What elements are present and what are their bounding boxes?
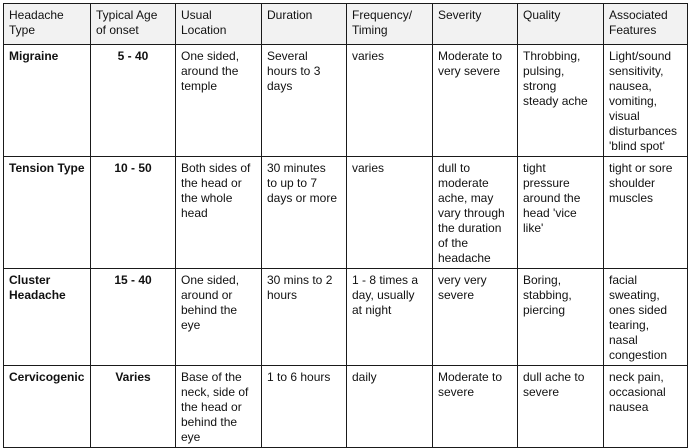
cell-duration: 1 to 6 hours [262,366,347,448]
column-header-typical-age-of-onset: Typical Age of onset [91,4,176,45]
cell-duration: 30 mins to 2 hours [262,269,347,366]
column-header-frequency-timing: Frequency/ Timing [347,4,433,45]
cell-frequency-timing: varies [347,45,433,157]
cell-severity: dull to moderate ache, may vary through the duration of the headache [433,157,518,269]
cell-quality: dull ache to severe [518,366,604,448]
table-row-cervicogenic [4,366,688,448]
column-header-quality: Quality [518,4,604,45]
cell-headache-type: Cluster Headache [4,269,91,366]
header-row [4,4,688,45]
cell-associated-features: tight or sore shoulder muscles [604,157,688,269]
cell-quality: Throbbing, pulsing, strong steady ache [518,45,604,157]
cell-quality: Boring, stabbing, piercing [518,269,604,366]
cell-quality: tight pressure around the head 'vice like' [518,157,604,269]
column-header-associated-features: Associated Features [604,4,688,45]
cell-headache-type: Migraine [4,45,91,157]
table-row-cluster-headache [4,269,688,366]
cell-age-of-onset: 15 - 40 [91,269,176,366]
table-row-migraine [4,45,688,157]
cell-age-of-onset: 10 - 50 [91,157,176,269]
cell-usual-location: One sided, around or behind the eye [176,269,262,366]
cell-usual-location: Both sides of the head or the whole head [176,157,262,269]
cell-frequency-timing: 1 - 8 times a day, usually at night [347,269,433,366]
cell-frequency-timing: daily [347,366,433,448]
cell-usual-location: One sided, around the temple [176,45,262,157]
cell-frequency-timing: varies [347,157,433,269]
column-header-severity: Severity [433,4,518,45]
cell-usual-location: Base of the neck, side of the head or behind the eye [176,366,262,448]
cell-associated-features: neck pain, occasional nausea [604,366,688,448]
headache-comparison-table [3,3,688,448]
cell-duration: Several hours to 3 days [262,45,347,157]
cell-duration: 30 minutes to up to 7 days or more [262,157,347,269]
cell-headache-type: Tension Type [4,157,91,269]
cell-severity: Moderate to very severe [433,45,518,157]
cell-severity: Moderate to severe [433,366,518,448]
column-header-headache-type: Headache Type [4,4,91,45]
cell-associated-features: Light/sound sensitivity, nausea, vomiting, visual disturbances 'blind spot' [604,45,688,157]
column-header-usual-location: Usual Location [176,4,262,45]
cell-associated-features: facial sweating, ones sided tearing, nasal congestion [604,269,688,366]
cell-age-of-onset: Varies [91,366,176,448]
table-row-tension-type [4,157,688,269]
cell-headache-type: Cervicogenic [4,366,91,448]
cell-severity: very very severe [433,269,518,366]
cell-age-of-onset: 5 - 40 [91,45,176,157]
column-header-duration: Duration [262,4,347,45]
